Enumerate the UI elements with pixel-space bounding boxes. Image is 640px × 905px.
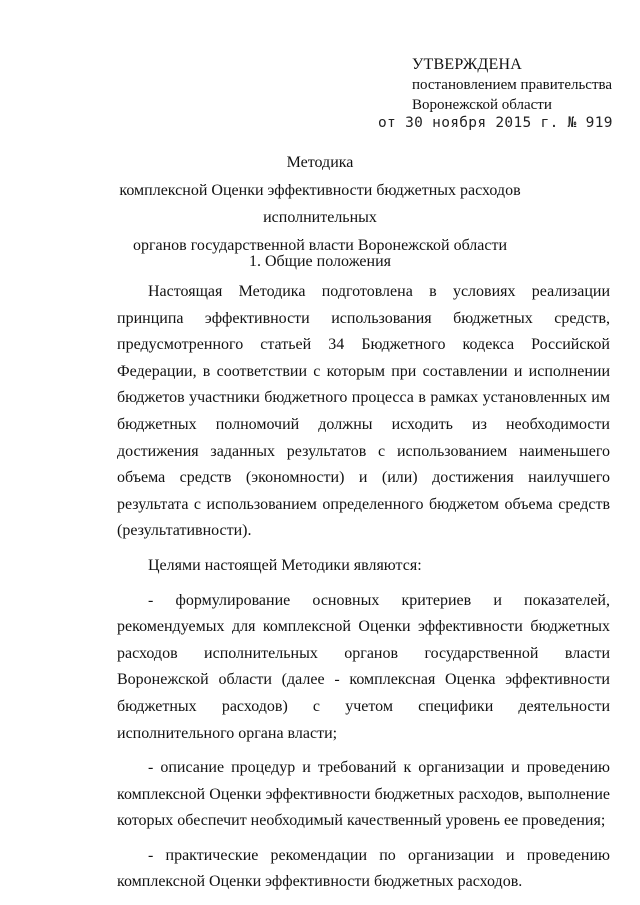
approval-line-2: Воронежской области (412, 97, 552, 113)
approval-block (412, 55, 612, 115)
title-line-2: комплексной Оценки эффективности бюджетных расходов исполнительных (119, 181, 521, 226)
paragraph-intro: Настоящая Методика подготовлена в условиях реализации принципа эффективности использования бюджетных средств, предусмотренного статьей 34 Бюджетного кодекса Российской Федерации, в соответствии с которым при составлении и исполнении бюджетов участники бюджетного процесса в рамках установленных им бюджетных полномочий должны исходить из необходимости достижения заданных результатов с использованием наименьшего объема средств (экономности) и (или) достижения наилучшего результата с использованием определенного бюджетом объема средств (результативности). (117, 283, 610, 540)
list-item-criteria: - формулирование основных критериев и показателей, рекомендуемых для комплексной Оценки эффективности бюджетных расходов исполнительных органов государственной власти Воронежской области (далее - комплексная Оценка эффективности бюджетных расходов) с учетом специфики деятельности исполнительного органа власти; (117, 591, 610, 742)
approval-line-1: постановлением правительства (412, 77, 613, 93)
title-line-1: Методика (286, 154, 354, 171)
approval-title: УТВЕРЖДЕНА (412, 56, 523, 73)
title-line-3: органов государственной власти Воронежской области (132, 236, 508, 254)
document-title (80, 149, 560, 259)
paragraph-goals: Целями настоящей Методики являются: (148, 556, 422, 574)
document-body (117, 279, 610, 904)
section-heading: 1. Общие положения (248, 253, 392, 270)
list-item-recommendations: - практические рекомендации по организации и проведению комплексной Оценки эффективности бюджетных расходов. (117, 846, 610, 891)
list-item-procedures: - описание процедур и требований к организации и проведению комплексной Оценки эффективности бюджетных расходов, выполнение которых обеспечит необходимый качественный уровень ее проведения; (117, 759, 610, 830)
decree-date-stamp: от 30 ноября 2015 г. № 919 (378, 115, 613, 131)
